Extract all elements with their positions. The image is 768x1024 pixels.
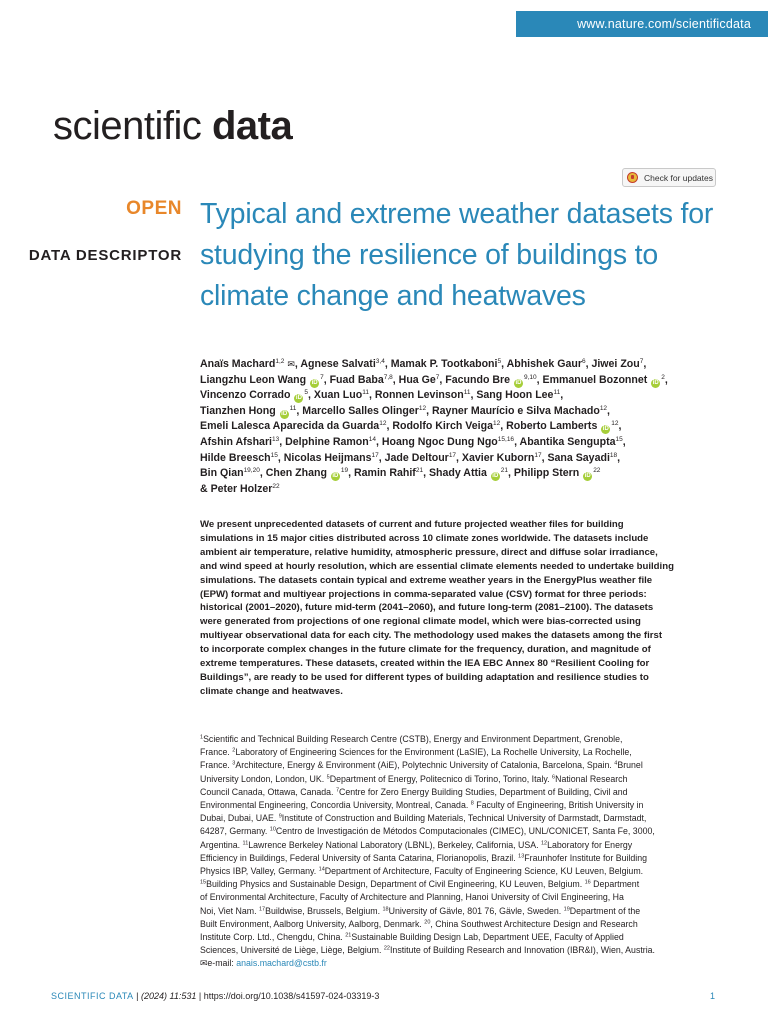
abstract bbox=[200, 518, 720, 699]
email-prefix: e-mail: bbox=[207, 958, 237, 969]
logo-light-text: scientific bbox=[53, 104, 212, 148]
orcid-icon[interactable]: iD bbox=[295, 395, 302, 402]
footer-separator: | bbox=[196, 991, 204, 1001]
abstract-line: We present unprecedented datasets of current and future projected weather files for building bbox=[200, 519, 624, 530]
check-updates-label: Check for updates bbox=[644, 173, 713, 183]
abstract-line: climate change and heatwaves. bbox=[200, 685, 343, 697]
check-updates-icon bbox=[627, 172, 638, 183]
open-access-label: OPEN bbox=[126, 198, 182, 219]
orcid-icon[interactable]: iD bbox=[652, 379, 659, 386]
abstract-line: and wind speed at hourly resolution, which are essential climate elements needed to undertake building bbox=[200, 560, 674, 572]
orcid-icon[interactable]: iD bbox=[492, 473, 499, 480]
abstract-line: simulations. The datasets contain typical and extreme weather years in the EnergyPlus weather file bbox=[200, 574, 653, 586]
author-list: Anaïs Machard$^{1,2}$ ✉, Agnese Salvati$^{3,4}$, Mamak P. Tootkaboni$^5$, Abhishek Gaur$^6$, Jiwei Zou$^7$, Liangzhu Leon Wang $iD^7$, Fuad Baba$^{7,8}$, Hua Ge$^7$, Facundo Bre iD$^{9,10}$, Emmanuel Bozonnet $iD^2$, Vincenzo Corrado $iD^5$, Xuan Luo$^{11}$, Ronnen Levinson$^{11}$, Sang Hoon Lee$^{11}$, Tianzhen Hong $iD^{11}$, Marcello Salles Olinger$^{12}$, Rayner Maurício e Silva Machado$^{12}$, Emeli Lalesca Aparecida da Guarda$^{12}$, Rodolfo Kirch Veiga$^{12}$, Roberto Lamberts $iD^{12}$, Afshin Afshari$^{13}$, Delphine Ramon$^{14}$, Hoang Ngoc Dung Ngo$^{15,16}$, Abantika Sengupta$^{15}$, Hilde Breesch$^{15}$, Nicolas Heijmans$^{17}$, Jade Deltour$^{17}$, Xavier Kuborn$^{17}$, Sana Sayadi$^{18}$, Bin Qian$^{19,20}$, Chen Zhang $iD^{19}$, Ramin Rahif$^{21}$, Shady Attia $iD^{21}$, Philipp Stern $iD^{22}$ & Peter Holzer$^{22}$ bbox=[200, 358, 668, 495]
page-number: 1 bbox=[709, 991, 715, 1001]
journal-url-banner[interactable]: www.nature.com/scientificdata bbox=[516, 11, 768, 37]
envelope-icon: ✉ bbox=[287, 359, 295, 369]
abstract-line: extreme temperatures. These datasets, created within the IEA EBC Annex 80 “Resilient Cooling for bbox=[200, 658, 650, 670]
journal-logo bbox=[53, 104, 292, 148]
abstract-line: Buildings”, are ready to be used for different types of building adaptation and resilience studies to bbox=[200, 671, 649, 683]
footer-citation bbox=[51, 991, 379, 1001]
abstract-line: (EPW) format and multiyear projections in comma-separated value (CSV) format for three periods: bbox=[200, 588, 647, 600]
affiliations: $^1$Scientific and Technical Building Research Centre (CSTB), Energy and Environment Department, Grenoble, France. $^2$Laboratory of Engineering Sciences for the Environment (LaSIE), La Rochelle University, La Rochelle, France. $^3$Architecture, Energy & Environment (AiE), Polytechnic University of Catalonia, Barcelona, Spain. $^4$Brunel University London, London, UK. $^5$Department of Energy, Politecnico di Torino, Torino, Italy. $^6$National Research Council Canada, Ottawa, Canada. $^7$Centre for Zero Energy Building Studies, Department of Building, Civil and Environmental Engineering, Concordia University, Montreal, Canada. $^8$ Faculty of Engineering, British University in Dubai, Dubai, UAE. $^9$Institute of Construction and Building Materials, Technical University of Darmstadt, Darmstadt, 64287, Germany. $^{10}$Centro de Investigación de Métodos Computacionales (CIMEC), UNL/CONICET, Santa Fe, 3000, Argentina. $^{11}$Lawrence Berkeley National Laboratory (LBNL), Berkeley, California, USA. $^{12}$Laboratory for Energy Efficiency in Buildings, Federal University of Santa Catarina, Florianopolis, Brazil. $^{13}$Fraunhofer Institute for Building Physics IBP, Valley, Germany. $^{14}$Department of Architecture, Faculty of Engineering Science, KU Leuven, Belgium. $^{15}$Building Physics and Sustainable Design, Department of Civil Engineering, KU Leuven, Belgium. $^{16}$ Department of Environmental Architecture, Faculty of Architecture and Planning, Hanoi University of Civil Engineering, Ha Noi, Viet Nam. $^{17}$Buildwise, Brussels, Belgium. $^{18}$University of Gävle, 801 76, Gävle, Sweden. $^{19}$Department of the Built Environment, Aalborg University, Aalborg, Denmark. $^{20}$, China Southwest Architecture Design and Research Institute Corp. Ltd., Chengdu, China. $^{21}$Sustainable Building Design Lab, Department UEE, Faculty of Applied Sciences, Université de Liège, Liège, Belgium. $^{22}$Institute of Building Research and Innovation (IBR&I), Wien, Austria. ✉e-mail: anais.machard@cstb.fr bbox=[200, 734, 656, 969]
abstract-line: multiyear observational data for each city. The methodology used makes the datasets among the first bbox=[200, 630, 663, 642]
article-type-label: DATA DESCRIPTOR bbox=[28, 247, 182, 264]
abstract-line: ambient air temperature, relative humidity, atmospheric pressure, direct and diffuse solar irradiance, bbox=[200, 546, 658, 558]
footer-journal-name: SCIENTIFIC DATA bbox=[51, 991, 134, 1001]
logo-bold-text: data bbox=[212, 104, 293, 148]
orcid-icon[interactable]: iD bbox=[311, 379, 318, 386]
orcid-icon[interactable]: iD bbox=[584, 473, 591, 480]
orcid-icon[interactable]: iD bbox=[515, 379, 522, 386]
abstract-line: to incorporate complex changes in the future climate for the frequency, duration, and magnitude of bbox=[200, 644, 651, 656]
abstract-line: historical (2001–2020), future mid-term (2041–2060), and future long-term (2081–2100). The datasets bbox=[200, 602, 654, 614]
orcid-icon[interactable]: iD bbox=[602, 426, 609, 433]
abstract-line: simulations in 15 major cities distributed across 10 climate zones worldwide. The datasets include bbox=[200, 532, 649, 544]
orcid-icon[interactable]: iD bbox=[281, 410, 288, 417]
orcid-icon[interactable]: iD bbox=[332, 473, 339, 480]
footer-volume: (2024) 11:531 bbox=[141, 991, 197, 1001]
doi-link[interactable]: https://doi.org/10.1038/s41597-024-03319-3 bbox=[203, 991, 380, 1001]
abstract-line: were generated from projections of one regional climate model, which were bias-corrected using bbox=[200, 616, 641, 628]
footer-separator: | bbox=[133, 991, 142, 1001]
check-for-updates-button[interactable] bbox=[622, 168, 716, 187]
envelope-icon: ✉ bbox=[200, 958, 208, 969]
email-link[interactable]: anais.machard@cstb.fr bbox=[236, 958, 327, 969]
article-title: Typical and extreme weather datasets for studying the resilience of buildings to climate change and heatwaves bbox=[200, 198, 714, 312]
